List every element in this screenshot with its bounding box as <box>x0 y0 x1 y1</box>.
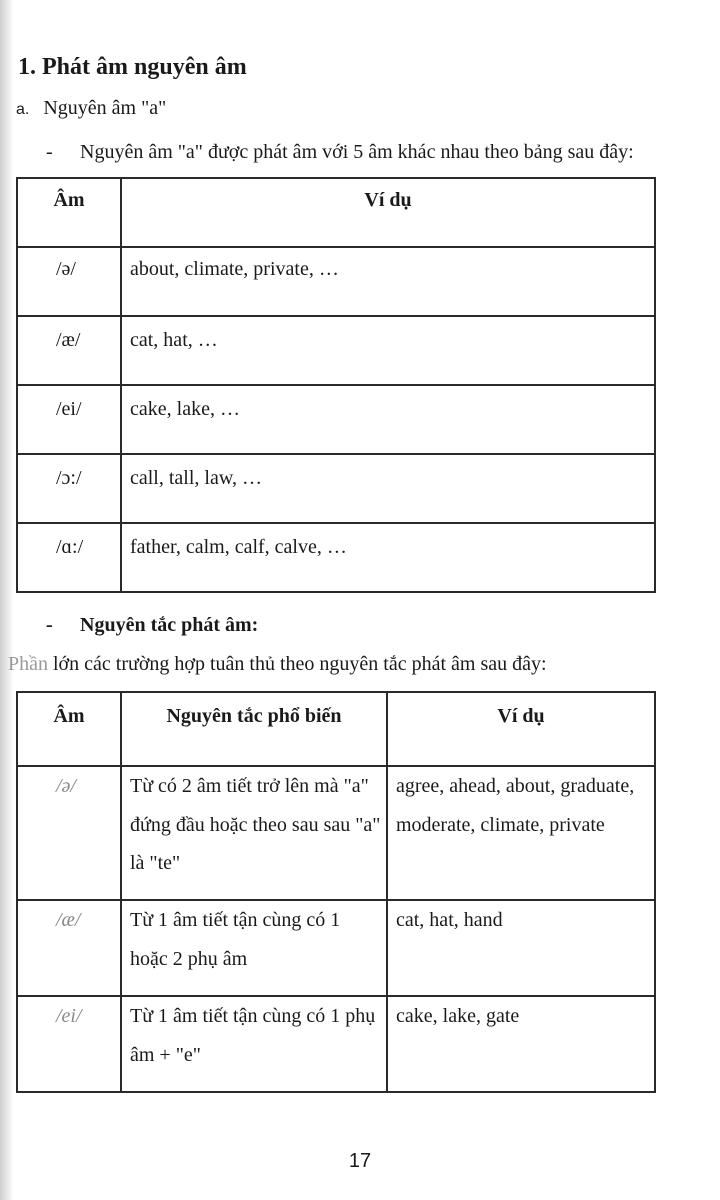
column-header-rule: Nguyên tắc phổ biến <box>121 692 387 766</box>
column-header-sound: Âm <box>17 692 121 766</box>
examples-cell: call, tall, law, … <box>121 454 655 523</box>
column-header-examples: Ví dụ <box>121 178 655 247</box>
vowel-sounds-table <box>16 177 656 593</box>
sound-cell: /ei/ <box>17 385 121 454</box>
examples-cell: father, calm, calf, calve, … <box>121 523 655 592</box>
dash-bullet-icon: - <box>46 141 53 163</box>
examples-cell: cat, hat, hand <box>387 900 655 996</box>
subsection-marker: a. <box>16 101 30 118</box>
table-row <box>17 385 655 454</box>
bullet-intro-text: Nguyên âm "a" được phát âm với 5 âm khác nhau theo bảng sau đây: <box>80 141 634 163</box>
paragraph-text: lớn các trường hợp tuân thủ theo nguyên tắc phát âm sau đây: <box>48 653 547 675</box>
table-header-row <box>17 178 655 247</box>
table-row <box>17 766 655 900</box>
table-row <box>17 523 655 592</box>
bullet-rules <box>46 614 258 637</box>
subsection-title: Nguyên âm "a" <box>43 97 167 119</box>
sound-cell <box>17 766 121 900</box>
faded-word: Phần <box>8 653 48 675</box>
table-header-row <box>17 692 655 766</box>
examples-cell: cake, lake, gate <box>387 996 655 1092</box>
examples-cell: about, climate, private, … <box>121 247 655 316</box>
bullet-intro <box>46 141 634 164</box>
table-row <box>17 454 655 523</box>
column-header-sound: Âm <box>17 178 121 247</box>
sound-cell <box>17 996 121 1092</box>
examples-cell: cake, lake, … <box>121 385 655 454</box>
table-row <box>17 316 655 385</box>
sound-cell: /æ/ <box>17 316 121 385</box>
examples-cell: cat, hat, … <box>121 316 655 385</box>
sound-text: /ə/ <box>56 775 76 797</box>
sound-cell: /ɔ:/ <box>17 454 121 523</box>
table-row <box>17 996 655 1092</box>
dash-bullet-icon: - <box>46 614 53 636</box>
bullet-rules-text: Nguyên tắc phát âm: <box>80 614 259 636</box>
page-number: 17 <box>348 1150 372 1172</box>
sound-cell <box>17 900 121 996</box>
sound-cell: /ɑ:/ <box>17 523 121 592</box>
rule-cell: Từ 1 âm tiết tận cùng có 1 phụ âm + "e" <box>121 996 387 1092</box>
examples-cell: agree, ahead, about, graduate, moderate, climate, private <box>387 766 655 900</box>
pronunciation-rules-table <box>16 691 656 1093</box>
sound-text: /æ/ <box>56 909 81 931</box>
column-header-examples: Ví dụ <box>387 692 655 766</box>
rule-cell: Từ 1 âm tiết tận cùng có 1 hoặc 2 phụ âm <box>121 900 387 996</box>
page-binding-shadow <box>0 0 14 1200</box>
subsection-a <box>16 97 166 120</box>
rules-intro-paragraph <box>8 653 547 676</box>
rule-cell: Từ có 2 âm tiết trở lên mà "a" đứng đầu hoặc theo sau sau "a" là "te" <box>121 766 387 900</box>
sound-cell: /ə/ <box>17 247 121 316</box>
table-row <box>17 900 655 996</box>
section-heading: 1. Phát âm nguyên âm <box>18 54 247 80</box>
table-row <box>17 247 655 316</box>
sound-text: /ei/ <box>56 1005 82 1027</box>
